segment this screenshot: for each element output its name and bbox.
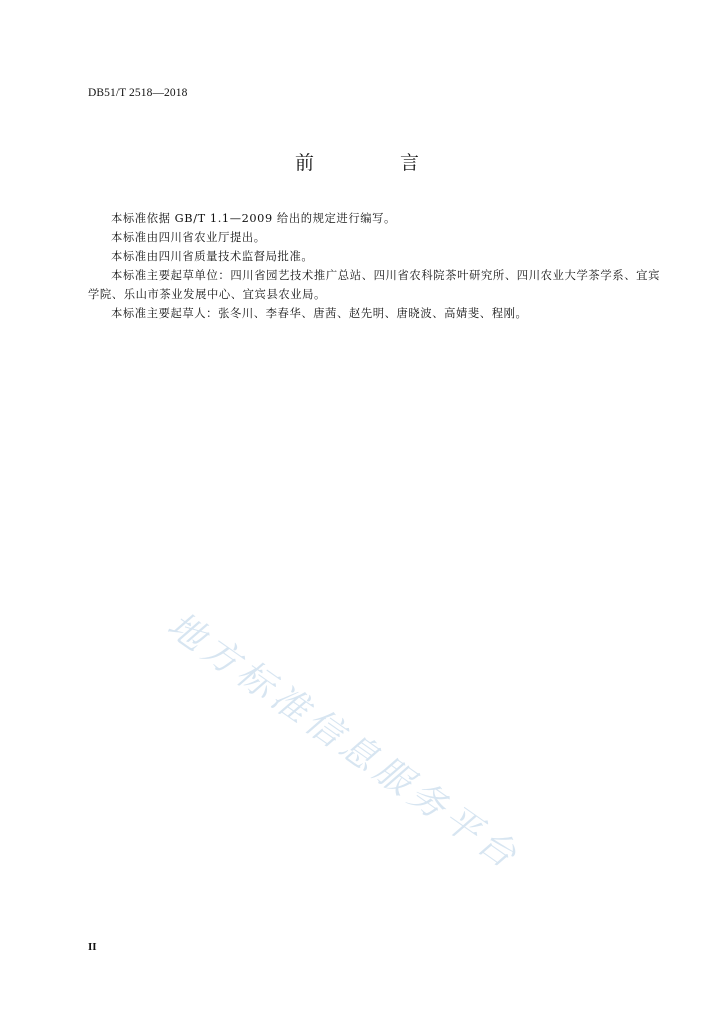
- page-title: 前 言: [294, 152, 460, 174]
- paragraph-proposer: 本标准由四川省农业厅提出。: [111, 231, 266, 244]
- watermark: 地方标准信息服务平台: [159, 604, 528, 880]
- foreword-body: [88, 209, 660, 323]
- paragraph-drafting-units: 本标准主要起草单位：四川省园艺技术推广总站、四川省农科院茶叶研究所、四川农业大学茶学系、宜宾学院、乐山市茶业发展中心、宜宾县农业局。: [88, 269, 660, 301]
- paragraph-basis: 本标准依据 GB/T 1.1—2009 给出的规定进行编写。: [111, 212, 396, 225]
- page-number: II: [88, 941, 97, 953]
- paragraph-drafters: 本标准主要起草人：张冬川、李春华、唐茜、赵先明、唐晓波、高婧斐、程刚。: [111, 307, 528, 320]
- paragraph-approver: 本标准由四川省质量技术监督局批准。: [111, 250, 314, 263]
- document-code: DB51/T 2518—2018: [88, 87, 188, 99]
